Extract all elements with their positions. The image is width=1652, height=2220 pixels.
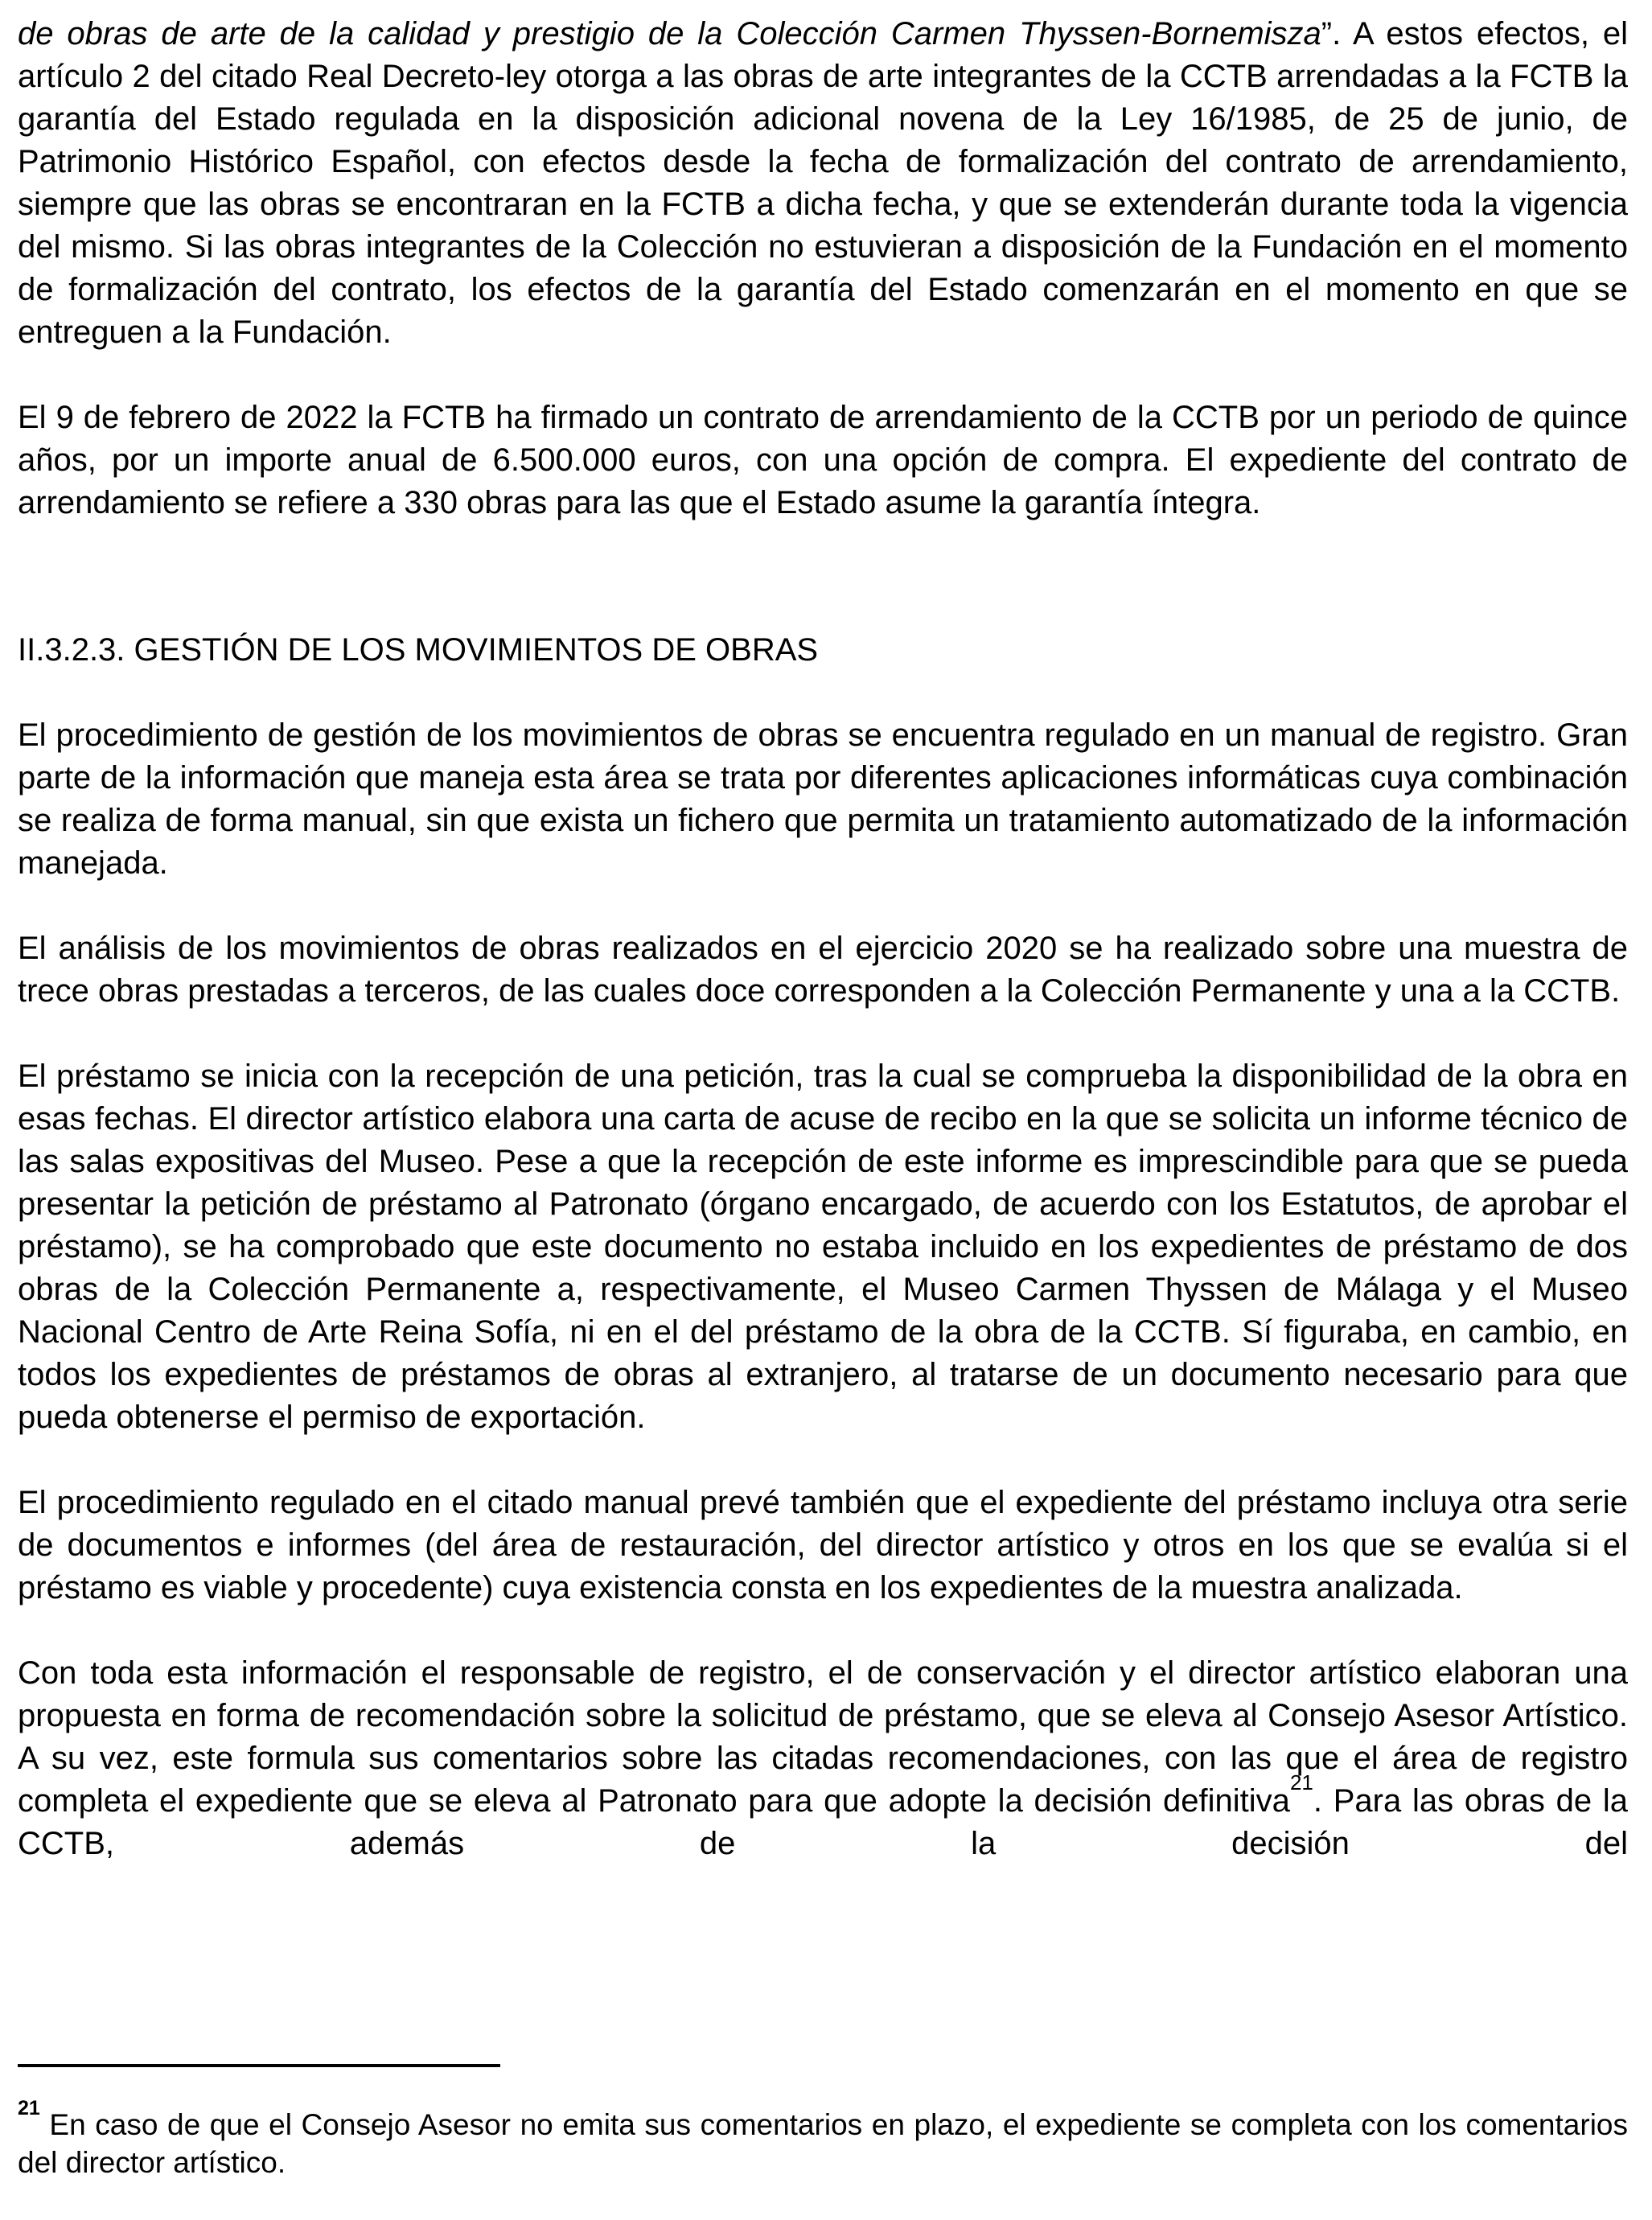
footnote-separator-rule: [18, 2064, 500, 2067]
footnote-marker-21: 21: [18, 2096, 40, 2119]
footnote-section: [18, 2064, 1628, 2220]
paragraph-recommendation-process: [18, 1652, 1628, 1865]
paragraph-text: Con toda esta información el responsable de registro, el de conservación y el director artístico elaboran una propuesta en forma de recomendación sobre la solicitud de préstamo, que se eleva al Consejo Asesor Artístico. A su vez, este formula sus comentarios sobre las citadas recomendaciones, con las que el área de registro completa el expediente que se eleva al Patronato para que adopte la decisión definitiva: [18, 1655, 1628, 1819]
paragraph-lease-contract: El 9 de febrero de 2022 la FCTB ha firmado un contrato de arrendamiento de la CCTB por un periodo de quince años, por un importe anual de 6.500.000 euros, con una opción de compra. El expediente del contrato de arrendamiento se refiere a 330 obras para las que el Estado asume la garantía íntegra.: [18, 400, 1628, 520]
quoted-italic-text: de obras de arte de la calidad y prestigio de la Colección Carmen Thyssen-Bornemisza: [18, 16, 1321, 51]
paragraph-text: . Para las obras de la CCTB, además de la decisión del: [18, 1783, 1628, 1861]
paragraph-sample-analysis: El análisis de los movimientos de obras realizados en el ejercicio 2020 se ha realizado sobre una muestra de trece obras prestadas a terceros, de las cuales doce corresponden a la Colección Permanente y una a la CCTB.: [18, 931, 1628, 1009]
paragraph-loan-file-documents: El procedimiento regulado en el citado manual prevé también que el expediente del préstamo incluya otra serie de documentos e informes (del área de restauración, del director artístico y otros en los que se evalúa si el préstamo es viable y procedente) cuya existencia consta en los expedientes de la muestra analizada.: [18, 1485, 1628, 1605]
paragraph-guarantee-state: [18, 13, 1628, 354]
section-heading: II.3.2.3. GESTIÓN DE LOS MOVIMIENTOS DE OBRAS: [18, 632, 819, 668]
paragraph-text: ”. A estos efectos, el artículo 2 del citado Real Decreto-ley otorga a las obras de arte integrantes de la CCTB arrendadas a la FCTB la garantía del Estado regulada en la disposición adicional novena de la Ley 16/1985, de 25 de junio, de Patrimonio Histórico Español, con efectos desde la fecha de formalización del contrato de arrendamiento, siempre que las obras se encontraran en la FCTB a dicha fecha, y que se extenderán durante toda la vigencia del mismo. Si las obras integrantes de la Colección no estuvieran a disposición de la Fundación en el momento de formalización del contrato, los efectos de la garantía del Estado comenzarán en el momento en que se entreguen a la Fundación.: [18, 16, 1629, 350]
footnote-reference-21: 21: [1289, 1770, 1313, 1794]
footnote-21: [18, 2096, 1628, 2181]
paragraph-registry-manual: El procedimiento de gestión de los movimientos de obras se encuentra regulado en un manual de registro. Gran parte de la información que maneja esta área se trata por diferentes aplicaciones informáticas cuya combinación se realiza de forma manual, sin que exista un fichero que permita un tratamiento automatizado de la información manejada.: [18, 717, 1628, 881]
footnote-text: En caso de que el Consejo Asesor no emita sus comentarios en plazo, el expediente se completa con los comentarios del director artístico.: [18, 2108, 1628, 2179]
whitespace-spacer: [18, 1908, 1628, 2064]
paragraph-loan-procedure: El préstamo se inicia con la recepción de una petición, tras la cual se comprueba la disponibilidad de la obra en esas fechas. El director artístico elabora una carta de acuse de recibo en la que se solicita un informe técnico de las salas expositivas del Museo. Pese a que la recepción de este informe es imprescindible para que se pueda presentar la petición de préstamo al Patronato (órgano encargado, de acuerdo con los Estatutos, de aprobar el préstamo), se ha comprobado que este documento no estaba incluido en los expedientes de préstamo de dos obras de la Colección Permanente a, respectivamente, el Museo Carmen Thyssen de Málaga y el Museo Nacional Centro de Arte Reina Sofía, ni en el del préstamo de la obra de la CCTB. Sí figuraba, en cambio, en todos los expedientes de préstamos de obras al extranjero, al tratarse de un documento necesario para que pueda obtenerse el permiso de exportación.: [18, 1059, 1628, 1435]
